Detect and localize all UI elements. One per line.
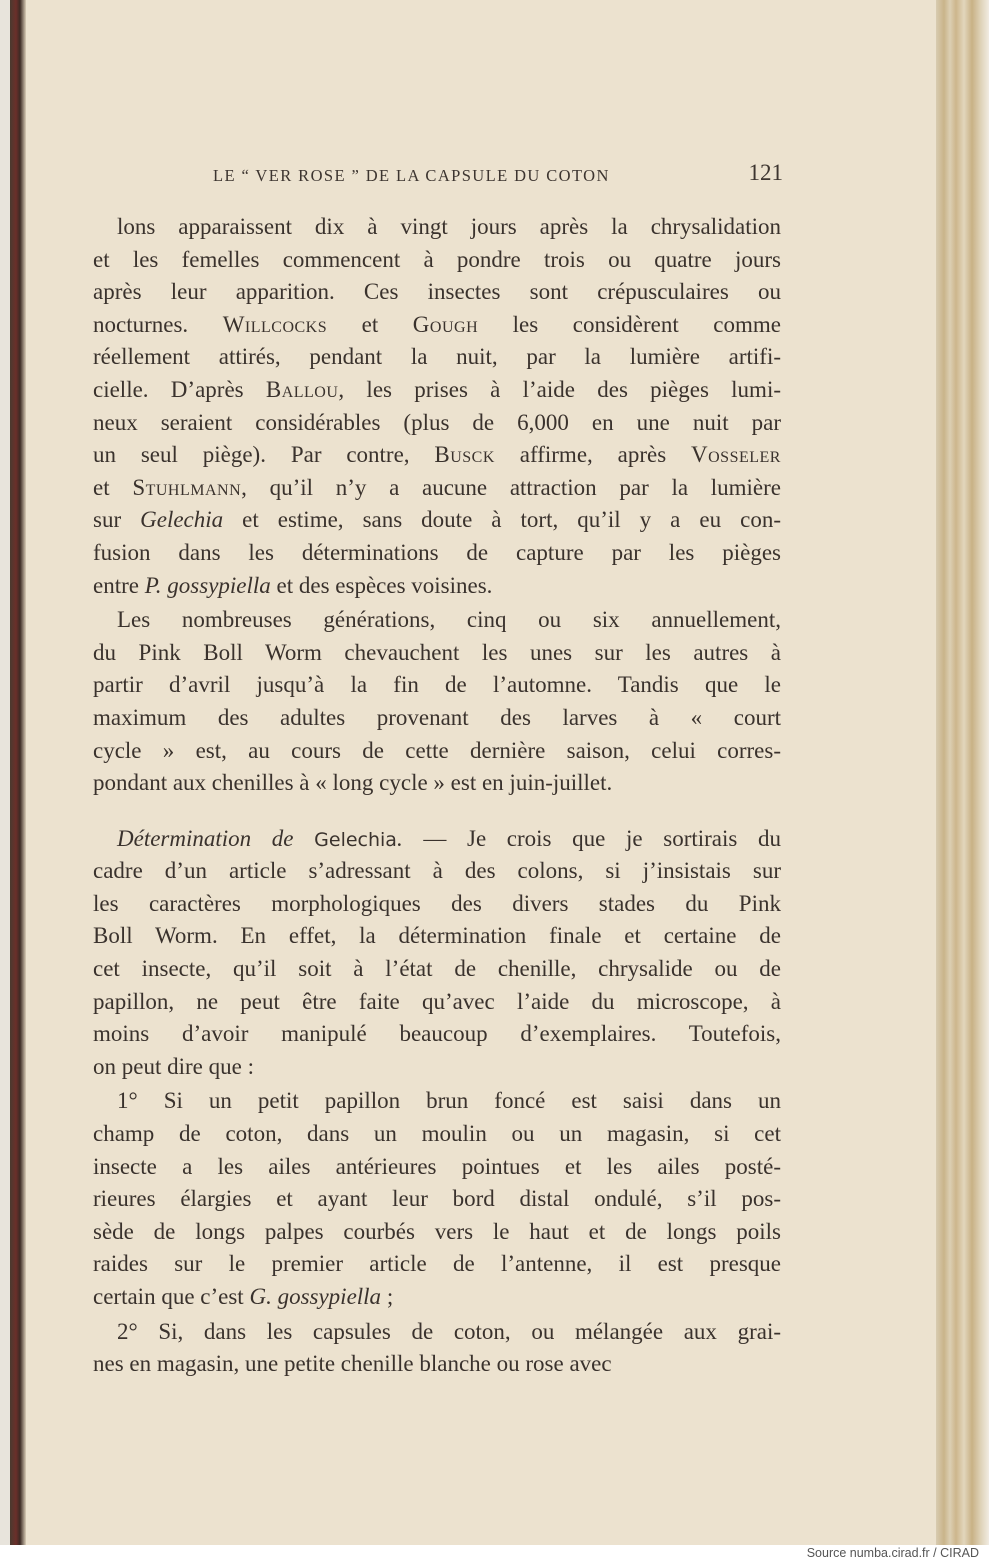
text-run: on peut dire que : [93, 1053, 254, 1079]
text-line [93, 1151, 781, 1184]
author-name: Willcocks [222, 311, 328, 337]
text-run: et [93, 474, 133, 500]
text-run: , qu’il n’y a aucune attraction par la lumière [241, 474, 781, 500]
body-text [93, 211, 781, 1381]
text-line [93, 211, 781, 244]
text-run: entre [93, 572, 145, 598]
text-run: et estime, sans doute à tort, qu’il y a eu con- [223, 507, 781, 533]
text-line [93, 953, 781, 986]
text-line [93, 1248, 781, 1281]
text-line [93, 570, 781, 603]
text-line [93, 537, 781, 570]
text-line [93, 407, 781, 440]
text-run: les caractères morphologiques des divers stades du Pink [93, 890, 781, 916]
paragraph-point-2 [93, 1316, 781, 1381]
text-line [93, 888, 781, 921]
text-run: lons apparaissent dix à vingt jours après la chrysalidation [117, 214, 781, 239]
text-line [93, 767, 781, 800]
text-run: et les femelles commencent à pondre trois ou quatre jours [93, 246, 781, 272]
author-name: Stuhlmann [132, 474, 242, 500]
text-line [93, 1216, 781, 1249]
paragraph-point-1 [93, 1085, 781, 1313]
text-run: sur [93, 507, 141, 533]
text-run: partir d’avril jusqu’à la fin de l’automne. Tandis que le [93, 672, 781, 698]
text-run: pondant aux chenilles à « long cycle » est en juin-juillet. [93, 770, 613, 796]
text-line [93, 374, 781, 407]
text-line [93, 244, 781, 277]
text-run: 1° Si un petit papillon brun foncé est saisi dans un [117, 1088, 781, 1114]
text-run: — Je crois que je sortirais du [402, 825, 781, 851]
text-line [93, 1183, 781, 1216]
text-line [93, 669, 781, 702]
text-run: champ de coton, dans un moulin ou un magasin, si cet [93, 1121, 781, 1147]
italic-text: Gelechia [140, 507, 224, 533]
text-run: et [327, 311, 413, 337]
text-run: cet insecte, qu’il soit à l’état de chenille, chrysalide ou de [93, 956, 781, 982]
text-run: insecte a les ailes antérieures pointues et les ailes posté- [93, 1153, 781, 1179]
text-line [93, 855, 781, 888]
text-run: papillon, ne peut être faite qu’avec l’aide du microscope, à [93, 988, 781, 1014]
text-line [93, 920, 781, 953]
text-run: fusion dans les déterminations de capture par les pièges [93, 539, 781, 565]
text-line [93, 1118, 781, 1151]
paragraph-flight-behaviour [93, 211, 781, 602]
text-line [93, 276, 781, 309]
text-run: un seul piège). Par contre, [93, 442, 435, 468]
text-line [93, 604, 781, 637]
italic-text: Détermination de [117, 825, 315, 851]
author-name: Ballou [265, 376, 339, 402]
text-run: Boll Worm. En effet, la détermination finale et certaine de [93, 923, 781, 949]
text-run: , les prises à l’aide des pièges lumi- [338, 376, 781, 402]
text-line [93, 1348, 781, 1381]
page-number: 121 [748, 160, 783, 185]
text-run: sède de longs palpes courbés vers le haut et de longs poils [93, 1218, 781, 1244]
text-line [93, 1316, 781, 1349]
text-run: 2° Si, dans les capsules de coton, ou mélangée aux grai- [117, 1318, 781, 1344]
text-line [93, 823, 781, 856]
text-run: cielle. D’après [93, 376, 266, 402]
running-title: LE “ VER ROSE ” DE LA CAPSULE DU COTON [213, 166, 610, 185]
page-header [213, 160, 783, 190]
text-run: du Pink Boll Worm chevauchent les unes sur les autres à [93, 639, 781, 665]
italic-text: P. gossypiella [144, 572, 271, 598]
text-run: Les nombreuses générations, cinq ou six annuellement, [117, 607, 781, 633]
text-run: rieures élargies et ayant leur bord distal ondulé, s’il pos- [93, 1186, 781, 1212]
text-run: cycle » est, au cours de cette dernière saison, celui corres- [93, 737, 781, 763]
text-line [93, 1018, 781, 1051]
text-line [93, 1051, 781, 1084]
section-spacer [93, 800, 781, 823]
text-run: et des espèces voisines. [270, 572, 493, 598]
text-run: maximum des adultes provenant des larves à « court [93, 704, 781, 730]
text-run: les considèrent comme [478, 311, 781, 337]
text-line [93, 1281, 781, 1314]
italic-text: G. gossypiella [249, 1284, 382, 1309]
text-run: moins d’avoir manipulé beaucoup d’exemplaires. Toutefois, [93, 1021, 781, 1047]
genus-name: Gelechia [314, 828, 397, 851]
text-line [93, 986, 781, 1019]
text-line [93, 309, 781, 342]
text-line [93, 439, 781, 472]
author-name: Busck [434, 442, 495, 468]
author-name: Vosseler [691, 442, 781, 468]
text-line [93, 504, 781, 537]
paragraph-generations [93, 604, 781, 800]
text-line [93, 472, 781, 505]
text-run: nes en magasin, une petite chenille blanche ou rose avec [93, 1351, 612, 1377]
book-binding-edge [0, 0, 26, 1545]
text-run: ; [381, 1284, 394, 1309]
text-run: neux seraient considérables (plus de 6,000 en une nuit par [93, 409, 781, 435]
source-credit: Source numba.cirad.fr / CIRAD [806, 1546, 979, 1560]
text-line [93, 735, 781, 768]
text-line [93, 341, 781, 374]
text-run: après leur apparition. Ces insectes sont crépusculaires ou [93, 279, 781, 305]
page-stack-edge [936, 0, 989, 1545]
text-run: nocturnes. [93, 311, 223, 337]
text-line [93, 1085, 781, 1118]
italic-text: . [396, 825, 403, 851]
text-run: cadre d’un article s’adressant à des colons, si j’insistais sur [93, 858, 781, 884]
text-line [93, 637, 781, 670]
text-line [93, 702, 781, 735]
author-name: Gough [412, 311, 479, 337]
text-run: réellement attirés, pendant la nuit, par la lumière artifi- [93, 344, 781, 370]
paragraph-determination [93, 823, 781, 1084]
text-run: raides sur le premier article de l’antenne, il est presque [93, 1251, 781, 1277]
text-run: certain que c’est [93, 1284, 250, 1309]
text-run: affirme, après [494, 442, 692, 468]
